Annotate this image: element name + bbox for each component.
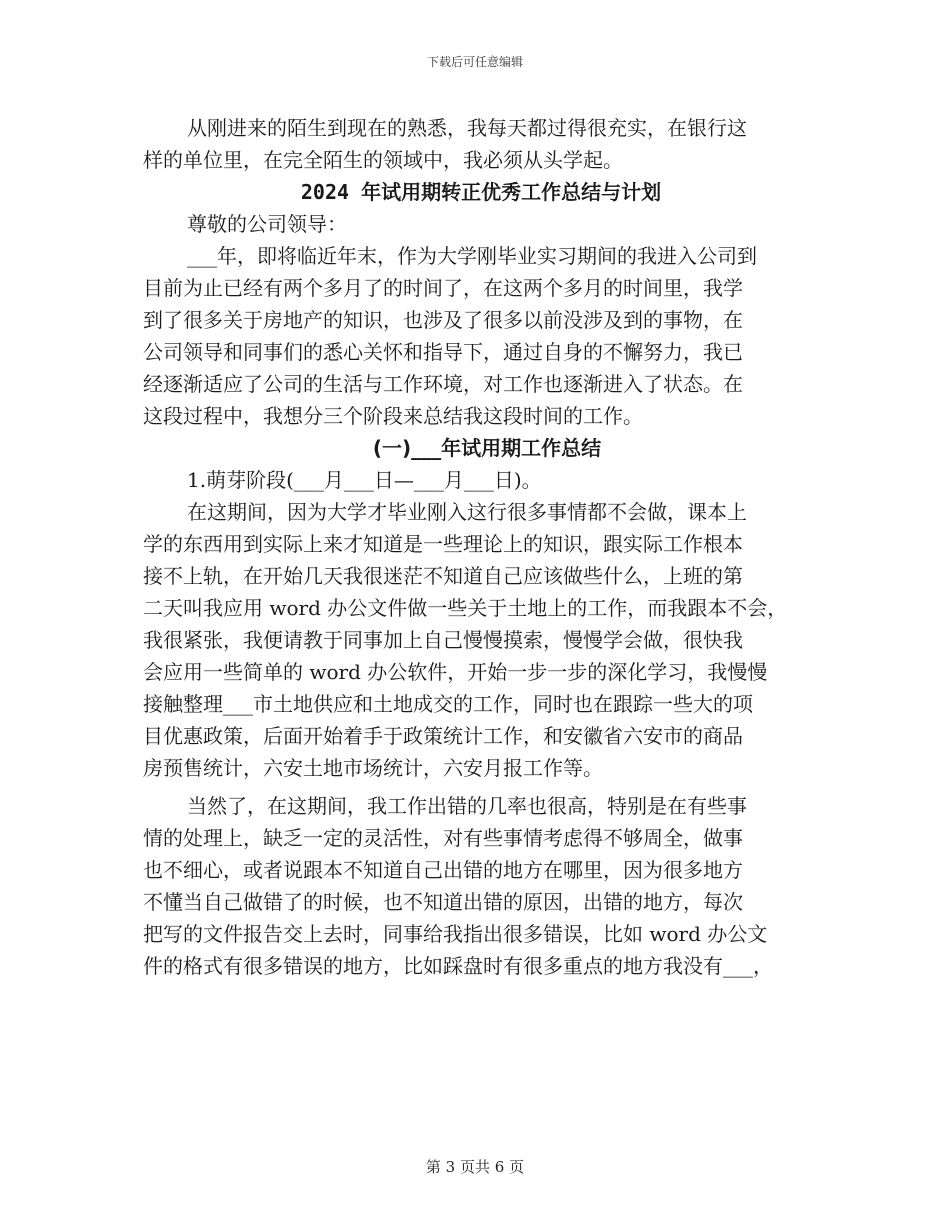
text-line: 当然了，在这期间，我工作出错的几率也很高，特别是在有些事 (187, 794, 747, 818)
document-body (143, 112, 819, 982)
paragraph-3 (143, 790, 819, 982)
paragraph-2 (143, 496, 819, 784)
text-line: 接触整理___市土地供应和土地成交的工作，同时也在跟踪一些大的项 (143, 692, 753, 716)
page-number: 第 3 页共 6 页 (425, 1158, 525, 1176)
paragraph-1 (143, 240, 819, 432)
section-heading: (一)___年试用期工作总结 (372, 436, 602, 460)
header-note: 下载后可任意编辑 (426, 55, 523, 69)
text-line: 接不上轨，在开始几天我很迷茫不知道自己应该做些什么，上班的第 (143, 564, 743, 588)
salutation (143, 208, 819, 240)
text-line: 学的东西用到实际上来才知道是一些理论上的知识，跟实际工作根本 (143, 532, 743, 556)
text-line: 房预售统计，六安土地市场统计，六安月报工作等。 (143, 756, 603, 780)
intro-paragraph (143, 112, 819, 176)
text-line: 尊敬的公司领导： (187, 212, 347, 236)
text-line: 样的单位里，在完全陌生的领域中，我必须从头学起。 (143, 148, 623, 172)
text-line: 我很紧张，我便请教于同事加上自己慢慢摸索，慢慢学会做，很快我 (143, 628, 743, 652)
text-line: 把写的文件报告交上去时，同事给我指出很多错误，比如 word 办公文 (143, 922, 768, 946)
text-line: 会应用一些简单的 word 办公软件，开始一步一步的深化学习，我慢慢 (143, 660, 768, 684)
document-title: 2024 年试用期转正优秀工作总结与计划 (300, 180, 662, 204)
stage-1-heading (143, 464, 819, 496)
text-line: 公司领导和同事们的悉心关怀和指导下，通过自身的不懈努力，我已 (143, 340, 743, 364)
text-line: 这段过程中，我想分三个阶段来总结我这段时间的工作。 (143, 404, 643, 428)
text-line: 也不细心，或者说跟本不知道自己出错的地方在哪里，因为很多地方 (143, 858, 743, 882)
text-line: 1.萌芽阶段(___月___日—___月___日)。 (187, 468, 542, 492)
text-line: 件的格式有很多错误的地方，比如踩盘时有很多重点的地方我没有___， (143, 954, 773, 978)
text-line: 在这期间，因为大学才毕业刚入这行很多事情都不会做，课本上 (187, 500, 747, 524)
text-line: 不懂当自己做错了的时候，也不知道出错的原因，出错的地方，每次 (143, 890, 743, 914)
text-line: 目优惠政策，后面开始着手于政策统计工作，和安徽省六安市的商品 (143, 724, 743, 748)
text-line: 情的处理上，缺乏一定的灵活性，对有些事情考虑得不够周全，做事 (143, 826, 743, 850)
text-line: 目前为止已经有两个多月了的时间了，在这两个多月的时间里，我学 (143, 276, 743, 300)
text-line: 从刚进来的陌生到现在的熟悉，我每天都过得很充实，在银行这 (187, 116, 747, 140)
text-line: 二天叫我应用 word 办公文件做一些关于土地上的工作，而我跟本不会， (143, 596, 788, 620)
text-line: ___年，即将临近年末，作为大学刚毕业实习期间的我进入公司到 (187, 244, 757, 268)
text-line: 到了很多关于房地产的知识，也涉及了很多以前没涉及到的事物，在 (143, 308, 743, 332)
text-line: 经逐渐适应了公司的生活与工作环境，对工作也逐渐进入了状态。在 (143, 372, 743, 396)
